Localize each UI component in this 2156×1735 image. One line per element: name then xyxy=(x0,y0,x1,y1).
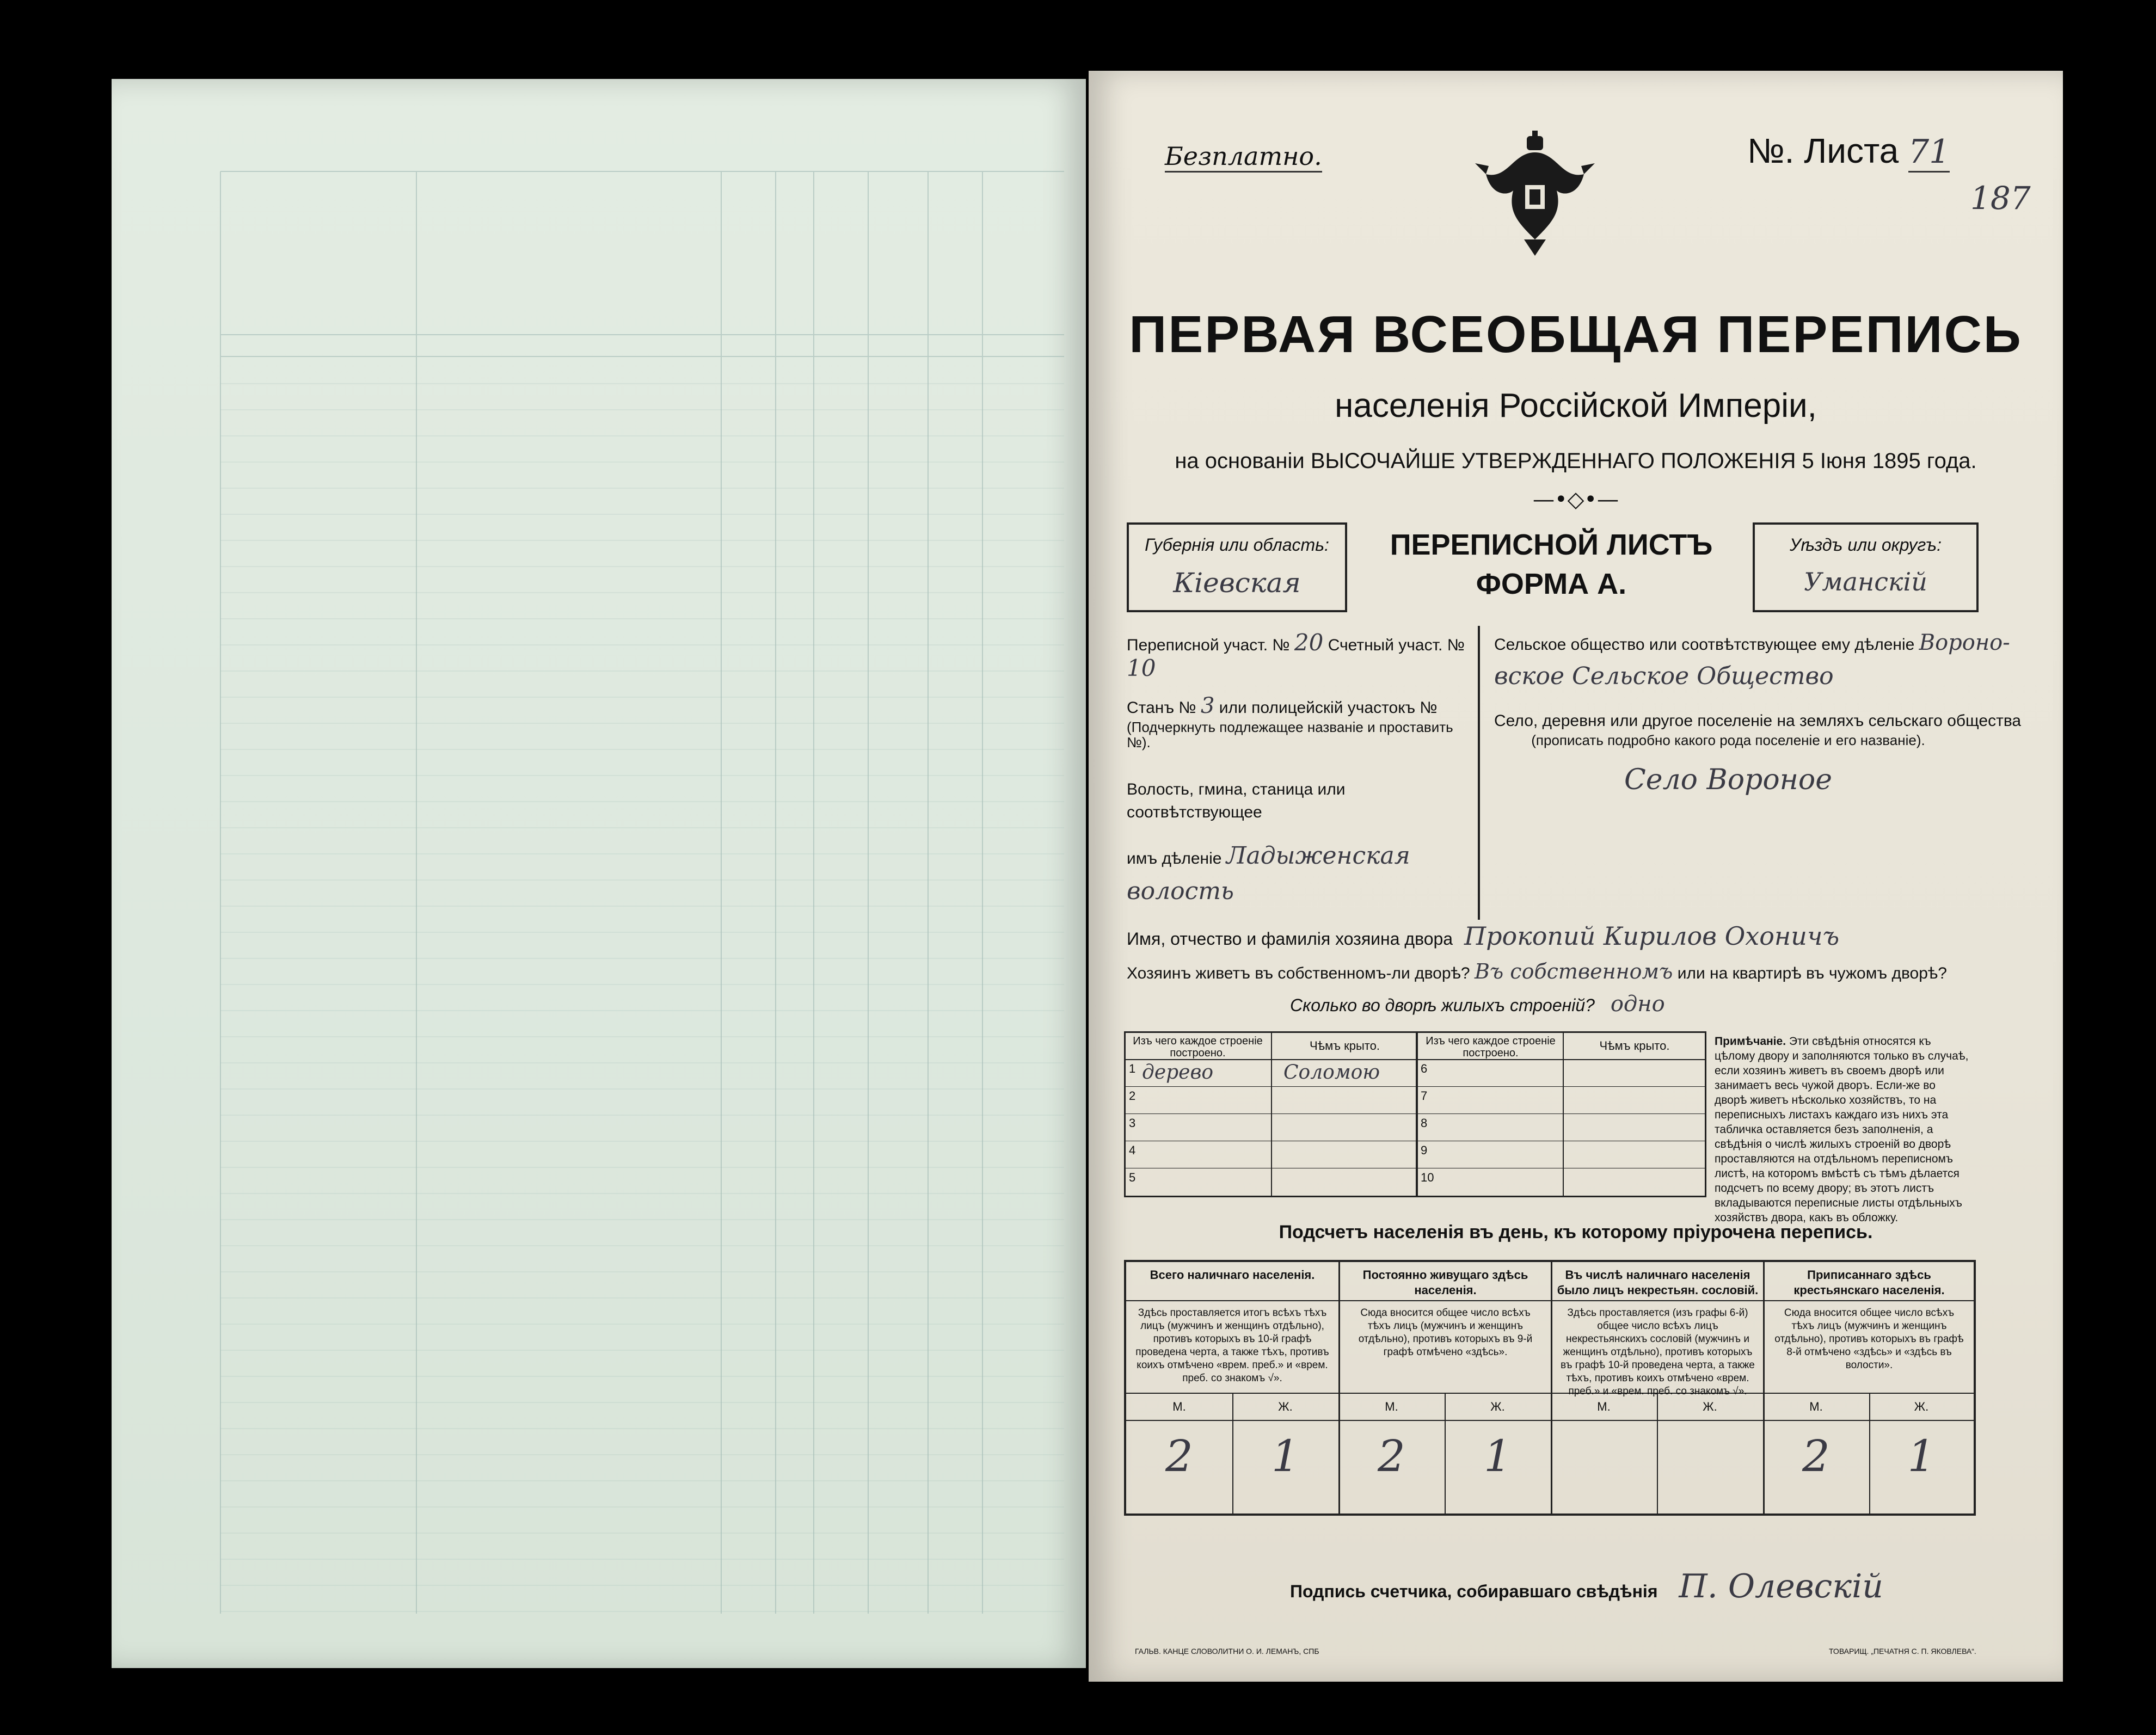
registered-male-value: 2 xyxy=(1802,1431,1830,1481)
count-col-non-peasant: Въ числѣ наличнаго населенія было лицъ некрестьян. сословій. Здѣсь проставляется (изъ графы 6-й) общее число всѣхъ лицъ некрестьянскихъ сословій (мужчинъ и женщинъ отдѣльно), противъ которыхъ въ графѣ 10-й проведена черта, а также тѣхъ, противъ коихъ отмѣчено «врем. преб.» и «врем. преб. со знакомъ √». xyxy=(1557,1268,1759,1397)
area-info: Переписной участ. № 20 Счетный участ. № 10 Станъ № 3 или полицейскій участокъ № (Подчеркнуть подлежащее названіе и проставить №). Волость, гмина, станица или соотвѣтствующее имъ дѣленіе Ладыженская волость xyxy=(1127,629,1465,905)
count-table xyxy=(1124,1260,1976,1516)
buildings-col-material-2: Изъ чего каждое строеніе построено. xyxy=(1426,1035,1556,1059)
m-label-1: М. xyxy=(1172,1400,1186,1413)
printer-right: ТОВАРИЩ. „ПЕЧАТНЯ С. П. ЯКОВЛЕВА“. xyxy=(1829,1647,1976,1656)
ornament-divider: —•◇•— xyxy=(1533,487,1619,512)
permanent-female-value: 1 xyxy=(1484,1431,1512,1481)
permanent-male-value: 2 xyxy=(1378,1431,1405,1481)
province-value: Кіевская xyxy=(1173,567,1301,599)
rows-left-numbers: 1 2 3 4 5 xyxy=(1129,1062,1136,1184)
buildings-count-row: Сколько во дворѣ жилыхъ строеній? одно xyxy=(1290,992,1665,1017)
rows-right-numbers: 6 7 8 9 10 xyxy=(1421,1062,1434,1184)
buildings-table xyxy=(1124,1031,1706,1197)
m-label-2: М. xyxy=(1385,1400,1398,1413)
ledger-grid xyxy=(112,79,1086,1668)
owner-name-row: Имя, отчество и фамилія хозяина двора Прокопий Кирилов Охоничъ xyxy=(1127,921,1840,951)
census-subtitle: населенія Россійской Имперіи, xyxy=(1335,387,1817,424)
district-box xyxy=(1753,522,1979,612)
vertical-divider xyxy=(1478,626,1480,920)
free-label: Безплатно. xyxy=(1165,141,1322,171)
row1-roof: Соломою xyxy=(1283,1061,1380,1084)
f-label-1: Ж. xyxy=(1278,1400,1293,1413)
province-box xyxy=(1127,522,1347,612)
printer-left: ГАЛЬВ. КАНЦЕ СЛОВОЛИТНИ О. И. ЛЕМАНЪ, СПБ xyxy=(1135,1647,1319,1656)
census-title: ПЕРВАЯ ВСЕОБЩАЯ ПЕРЕПИСЬ xyxy=(1129,305,2023,364)
form-subtitle: ФОРМА А. xyxy=(1476,568,1627,600)
society-info: Сельское общество или соотвѣтствующее ему дѣленіе Вороно- вское Сельское Общество Село, деревня или другое поселеніе на земляхъ сельскаго общества (прописать подробно какого рода поселеніе и его названіе). Село Вороное xyxy=(1494,630,2022,796)
sheet-number-alt: 187 xyxy=(1970,180,2031,217)
buildings-col-roof-2: Чѣмъ крыто. xyxy=(1599,1039,1670,1053)
count-col-total: Всего наличнаго населенія. Здѣсь проставляется итогъ всѣхъ тѣхъ лицъ (мужчинъ и женщинъ отдѣльно), противъ которыхъ въ 10-й графѣ проведена черта, а также тѣхъ, противъ коихъ отмѣчено «врем. преб.» и «врем. преб. со знакомъ √». xyxy=(1135,1268,1329,1384)
owner-lives-row: Хозяинъ живетъ въ собственномъ-ли дворѣ? Въ собственномъ или на квартирѣ въ чужомъ дворѣ? xyxy=(1127,959,1947,983)
buildings-col-material: Изъ чего каждое строеніе построено. xyxy=(1133,1035,1263,1059)
district-label: Уѣздъ или округъ: xyxy=(1789,535,1942,555)
total-male-value: 2 xyxy=(1165,1431,1193,1481)
count-col-permanent: Постоянно живущаго здѣсь населенія. Сюда вносится общее число всѣхъ тѣхъ лицъ (мужчинъ и женщинъ отдѣльно), противъ которыхъ въ 9-й графѣ отмѣчено «здѣсь». xyxy=(1358,1268,1533,1358)
m-label-3: М. xyxy=(1597,1400,1611,1413)
registered-female-value: 1 xyxy=(1907,1431,1936,1481)
buildings-col-roof: Чѣмъ крыто. xyxy=(1310,1039,1380,1053)
count-col-registered: Приписаннаго здѣсь крестьянскаго населенія. Сюда вносится общее число всѣхъ тѣхъ лицъ (мужчинъ и женщинъ отдѣльно), противъ которыхъ въ графѣ 8-й отмѣчено «здѣсь» и «здѣсь въ волости». xyxy=(1774,1268,1964,1371)
form-title: ПЕРЕПИСНОЙ ЛИСТЪ xyxy=(1390,528,1713,561)
census-basis: на основаніи ВЫСОЧАЙШЕ УТВЕРЖДЕННАГО ПОЛОЖЕНІЯ 5 Іюня 1895 года. xyxy=(1175,449,1977,473)
right-page xyxy=(1089,71,2063,1682)
province-label: Губернія или область: xyxy=(1145,535,1329,555)
note-text: Примѣчаніе. Эти свѣдѣнія относятся къ цѣлому двору и заполняются только въ случаѣ, если хозяинъ живетъ въ своемъ дворѣ или занимаетъ весь чужой дворъ. Если-же во дворѣ живетъ нѣсколько хозяйствъ, то на переписныхъ листахъ каждаго изъ нихъ эта табличка оставляется безъ заполненія, а свѣдѣнія о числѣ жилыхъ строеній во дворѣ проставляются на отдѣльномъ переписномъ листѣ, на которомъ вмѣстѣ съ тѣмъ дѣлается подсчетъ по всему двору; въ этотъ листъ вкладываются переписные листы отдѣльныхъ хозяйствъ двора, какъ въ обложку. xyxy=(1715,1035,1969,1224)
row1-material: дерево xyxy=(1142,1061,1214,1084)
total-female-value: 1 xyxy=(1272,1431,1299,1481)
signature-row: Подпись счетчика, собиравшаго свѣдѣнія П. Олевскій xyxy=(1290,1567,1883,1605)
f-label-4: Ж. xyxy=(1914,1400,1929,1413)
sheet-number: №. Листа 71 xyxy=(1747,131,1950,171)
m-label-4: М. xyxy=(1809,1400,1823,1413)
f-label-2: Ж. xyxy=(1490,1400,1505,1413)
district-value: Уманскій xyxy=(1804,567,1927,596)
f-label-3: Ж. xyxy=(1703,1400,1717,1413)
count-heading: Подсчетъ населенія въ день, къ которому пріурочена перепись. xyxy=(1279,1222,1873,1242)
left-page xyxy=(112,79,1086,1668)
double-eagle-emblem xyxy=(1475,131,1595,256)
